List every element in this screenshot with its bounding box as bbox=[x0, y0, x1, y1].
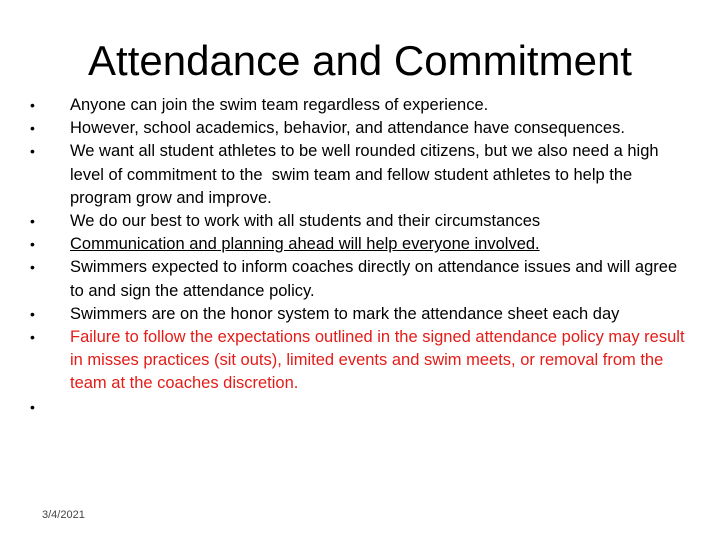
bullet-marker: • bbox=[30, 236, 35, 253]
bullet-text: We do our best to work with all students and their circumstances bbox=[70, 212, 541, 231]
bullet-text: Anyone can join the swim team regardless of experience. bbox=[70, 96, 489, 114]
bullet-marker: • bbox=[30, 398, 35, 415]
footer-date: 3/4/2021 bbox=[42, 509, 85, 521]
bullet-marker: • bbox=[30, 97, 35, 113]
bullet-text: Swimmers are on the honor system to mark the attendance sheet each day bbox=[70, 304, 620, 323]
slide-title: Attendance and Commitment bbox=[88, 37, 632, 84]
bullet-text-underlined: Communication and planning ahead will help everyone involved. bbox=[70, 235, 540, 254]
bullet-marker: • bbox=[30, 120, 35, 137]
bullet-text-warning: Failure to follow the expectations outlined in the signed attendance policy may result in misses practices (sit outs), limited events and swim meets, or removal from the team at the coaches discretion. bbox=[70, 328, 690, 393]
bullet-marker: • bbox=[30, 213, 35, 230]
bullet-item bbox=[30, 233, 690, 256]
bullet-item-empty bbox=[30, 396, 690, 419]
bullet-marker: • bbox=[30, 259, 35, 276]
bullet-item bbox=[30, 94, 690, 117]
bullet-item bbox=[30, 210, 690, 233]
bullet-item bbox=[30, 256, 690, 302]
bullet-text: However, school academics, behavior, and attendance have consequences. bbox=[70, 119, 625, 138]
bullet-item bbox=[30, 117, 690, 140]
bullet-item bbox=[30, 326, 690, 396]
bullet-marker: • bbox=[30, 143, 35, 160]
bullet-item bbox=[30, 140, 690, 210]
bullet-text: Swimmers expected to inform coaches directly on attendance issues and will agree to and sign the attendance policy. bbox=[70, 258, 682, 300]
bullet-marker: • bbox=[30, 329, 35, 346]
bullet-text: We want all student athletes to be well rounded citizens, but we also need a high level of commitment to the swim team and fellow student athletes to help the program grow and improve. bbox=[70, 142, 664, 207]
bullet-marker: • bbox=[30, 305, 35, 322]
bullet-item bbox=[30, 303, 690, 326]
bullet-list bbox=[30, 94, 690, 419]
